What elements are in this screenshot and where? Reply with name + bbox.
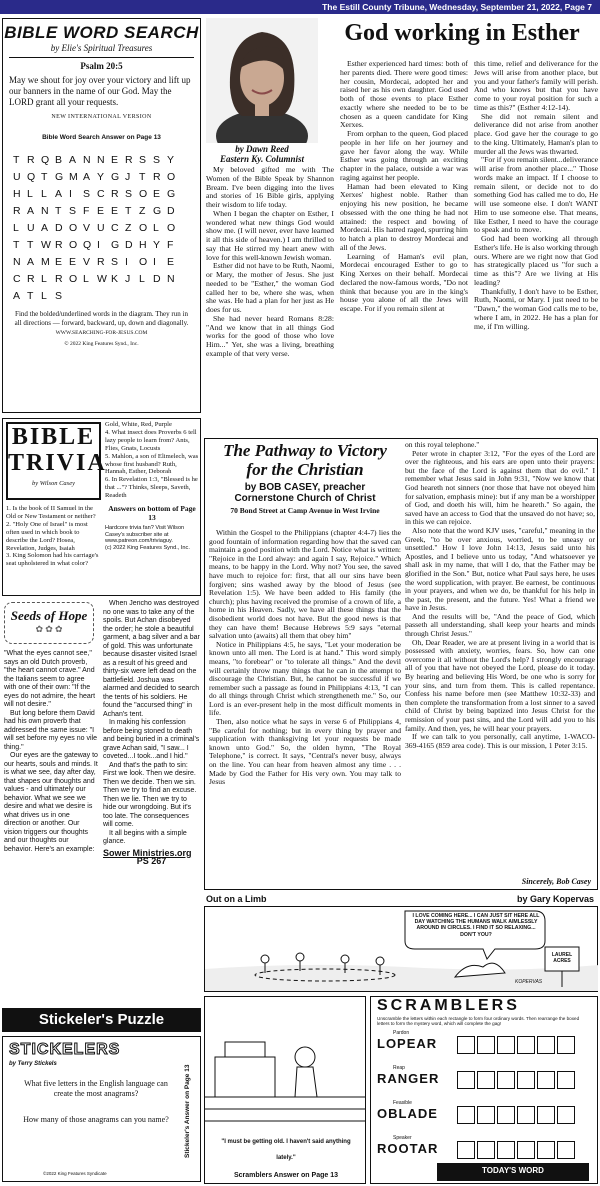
grid-letter: H (139, 239, 147, 251)
grid-letter: R (13, 205, 21, 217)
stickeler-byline: by Terry Stickels (9, 1061, 57, 1067)
stickeler-q1: What five letters in the English language can create the most anagrams? (24, 1079, 168, 1098)
grid-letter: I (125, 256, 128, 268)
seeds-ps: PS 267 (136, 856, 167, 866)
grid-letter: O (69, 273, 78, 285)
pathway-p6: Also note that the word KJV uses, "careful," meaning in the Greek, "to be over anxious, worried, to be uneasy or unsettled." How I love John 14:13, Jesus said unto his Apostles, and I believe unto us today, "And whatsoever ye shall ask in my name, that will I do, that the Father may be glorified in the Son." But, notice what Paul says here, he uses the word supplication, with prayer. Be earnest, be continuous in your prayers, and when we do, be thankful for his help in the past, the present, and the future. Yes! What a friend we have in Jesus. (405, 525, 595, 613)
page-header: The Estill County Tribune, Wednesday, September 21, 2022, Page 7 (0, 0, 600, 14)
grid-letter: R (97, 256, 105, 268)
pathway-p3: Then, also notice what he says in verse 6 of Philippians 4, "Be careful for nothing; but in every thing by prayer and supplication with thanksgiving let your requests be made known unto God." So, the olden hymn, "The Royal Telephone," is correct. It says, "Central's never busy, always on the line. You can hear from heaven almost any time . . . Made by God the Father for His very own. You may talk to Jesus (209, 717, 401, 787)
pathway-address: 70 Bond Street at Camp Avenue in West Irvine (230, 506, 380, 515)
grid-letter: A (27, 205, 35, 217)
word-search-copyright: © 2022 King Features Synd., Inc. (64, 341, 139, 347)
pathway-p2: Notice in Philippians 4:5, he says, "Let your moderation be known unto all men. The Lord is at hand." This word simply means, "to forebear" or "to tolerate all things." And the devil will certainly throw many things that he can in the attempt to discourage the Christian. But, he cannot be successful if we remember such a passage as found in Philippians 4:13, "I can do all things through Christ which strengtheneth me." So, our Lord is an ever-present help in the most difficult moments in life. (209, 639, 401, 718)
word-search-instructions: Find the bolded/underlined words in the diagram. They run in all directions — forward, backward, up, down and diagonally. (14, 310, 189, 327)
trivia-copyright: (c) 2022 King Features Synd., Inc. (105, 544, 190, 551)
pathway-author: by BOB CASEY, preacher (244, 482, 366, 493)
grid-letter: D (55, 222, 63, 234)
grid-letter: S (125, 188, 133, 200)
esther-p5: Esther experienced hard times: both of her parents died. There were good times: her cousin, Mordecai, adopted her and raised her as his own daughter. God used both of those events to place Esther exactly where she needed to be to be chosen as a queen candidate for King Xerxes. (340, 59, 468, 130)
grid-letter: M (41, 256, 50, 268)
scramblers-answer-note: Scramblers Answer on Page 13 (233, 1172, 338, 1179)
scrambler-clue: Pardon (393, 1029, 410, 1036)
grid-letter: G (167, 188, 176, 200)
grid-letter: E (55, 256, 63, 268)
esther-p6: From orphan to the queen, God placed people in her life on her journey and gave her favor along the way. While Esther was going through an exciting chapter in the palace, outside a war was raging against her people. (340, 129, 468, 182)
grid-letter: G (111, 239, 120, 251)
grid-letter: F (83, 205, 90, 217)
grid-letter: J (125, 171, 131, 183)
esther-col-3 (474, 60, 598, 434)
esther-p7: Haman had been elevated to King Xerxes' highest noble. Rather than enjoying his new position, he became obsessed with the one thing he had not attained: the respect and bowing of Mordecai. His hatred raged, spurring him to hatch a plan to destroy Mordecai and all of the Jews. (340, 181, 468, 252)
esther-p11: "For if you remain silent...deliverance will arise from another place..." Those words make an impact. If I choose to remain silent, or decide not to do something God has called me to do, He will use someone else. I don't WANT Him to use someone else. That means, like Esther, I need to have the courage to speak and to move. (474, 155, 598, 235)
grid-letter: O (167, 171, 176, 183)
pathway-title-2: for the Christian (246, 460, 364, 479)
scrambler-jumble: RANGER (377, 1070, 440, 1086)
grid-letter: Z (125, 222, 132, 234)
grid-letter: S (111, 256, 119, 268)
esther-col-2 (340, 60, 468, 434)
columnist-name: by Dawn Reed (235, 144, 289, 154)
grid-letter: D (167, 205, 175, 217)
scrambler-jumble: ROOTAR (377, 1140, 439, 1156)
grid-letter: G (55, 171, 64, 183)
scramblers-cartoon (204, 996, 366, 1184)
grid-letter: V (83, 222, 91, 234)
pathway-church: Cornerstone Church of Christ (234, 493, 376, 504)
grid-letter: G (111, 171, 120, 183)
grid-letter: R (27, 273, 35, 285)
scrambler-word (377, 1065, 597, 1100)
grid-letter: L (27, 188, 33, 200)
answer-boxes[interactable] (457, 1141, 575, 1159)
trivia-c1: Gold, White, Red, Purple (105, 421, 172, 428)
trivia-q2: 2. "Holy One of Israel" is most often used in which book to describe the Lord? Hosea, Revelation, Judges, Isaiah (6, 520, 88, 552)
seeds-site: Sower Ministries.org (103, 847, 192, 858)
grid-letter: R (55, 239, 63, 251)
scrambler-jumble: LOPEAR (377, 1035, 438, 1051)
seeds-right-p1: When Jericho was destroyed no one was to take any of the spoils. But Achan disobeyed the order; he stole a beautiful garment, a bag silver and a bar of gold. This was unfortunate because disaster visited Israel as a result of his greed and thirty-six were left dead on the battlefield. Joshua was alarmed and decided to search the tents of his soldiers. He found the "accursed thing" in Achan's tent. (103, 600, 200, 718)
stickeler-q2: How many of those anagrams can you name? (23, 1115, 169, 1124)
bible-trivia-panel (2, 418, 201, 596)
grid-letter: C (13, 273, 21, 285)
grid-letter: Z (139, 205, 146, 217)
grid-letter: N (83, 154, 91, 166)
scramblers-caption-1: "I must be getting old. I haven't said anything (221, 1139, 351, 1145)
comic-sign: LAUREL ACRES (551, 952, 573, 964)
pathway-p5: Peter wrote in chapter 3:12, "For the eyes of the Lord are over the righteous, and his ears are open unto their prayers: but the face of the Lord is against them that do evil." I remember what Jesus said in John 9:31, "Now we know that God heareth not sinners (nor those that have not obeyed him for salvation, emphasis mine): but if any man be a worshipper of God, and doeth his will, him he heareth." So again, the saved have an access to God that the unsaved do not have; so, in this we can rejoice. (405, 448, 595, 527)
grid-letter: E (153, 188, 161, 200)
columnist-photo (206, 18, 318, 143)
grid-letter: T (27, 239, 34, 251)
stickeler-logo: STICKELERS (9, 1041, 121, 1058)
grid-letter: T (13, 239, 20, 251)
trivia-q3: 3. King Solomon had his carriage's seat upholstered in what color? (6, 552, 99, 568)
seeds-logo (4, 602, 94, 644)
scramblers-puzzle (370, 996, 598, 1184)
word-search-byline: by Elie's Spiritual Treasures (50, 43, 153, 53)
scramblers-caption-2: lately." (276, 1155, 296, 1161)
seeds-left-p3: Our eyes are the gateway to our hearts, souls and minds. It is what we see, day after day, that shapes our thoughts and values - and ultimately our behavior. What we see we desire and what we desire is what drives us in one direction or another. Our vision triggers our thoughts and our thoughts our behavior. Here's an example: (4, 752, 98, 853)
pathway-p4: on this royal telephone." (405, 440, 480, 449)
comic-speech-bubble: I LOVE COMING HERE... I CAN JUST SIT HERE ALL DAY WATCHING THE HUMANS WALK AIMLESSLY AROUND IN CIRCLES. I FIND IT SO RELAXING... DON'T YOU? (412, 913, 540, 938)
stickeler-panel (2, 1036, 201, 1182)
grid-letter: Y (153, 239, 161, 251)
scrambler-word (377, 1100, 597, 1135)
word-search-panel (2, 18, 201, 413)
grid-letter: T (27, 290, 34, 302)
grid-letter: T (13, 154, 20, 166)
grid-letter: R (111, 188, 119, 200)
grid-letter: Q (41, 154, 50, 166)
grid-letter: O (167, 222, 176, 234)
grid-letter: L (139, 273, 145, 285)
grid-letter: C (97, 188, 105, 200)
grid-letter: R (27, 154, 35, 166)
comic-signature: KOPERVAS (515, 979, 543, 985)
grid-letter: N (97, 154, 105, 166)
seeds-right-p3: And that's the path to sin: First we look. Then we desire. Then we decide. Then we sin. Then we try to find an excuse. Then we lie. Then we try to hide our wrongdoing. But it's too late. The consequences will come. (103, 761, 197, 828)
grid-letter: N (13, 256, 21, 268)
comic-strip (204, 894, 598, 992)
grid-letter: L (41, 273, 47, 285)
todays-word-label: TODAY'S WORD (482, 1166, 544, 1175)
grid-letter: E (111, 205, 119, 217)
answer-boxes[interactable] (457, 1071, 575, 1089)
trivia-q4: 4. What insect does Proverbs 6 tell lazy people to learn from? Ants, Flies, Gnats, Locusts (105, 428, 197, 452)
grid-letter: E (97, 205, 105, 217)
grid-letter: N (41, 205, 49, 217)
stickeler-answer-note: Stickeler's Answer on Page 13 (184, 1064, 191, 1158)
trivia-promo: Hardcore trivia fan? Visit Wilson Casey's subscriber site at www.patreon.com/triviaguy. (105, 525, 185, 545)
scrambler-clue: Speaker (393, 1134, 412, 1141)
psalm-ref: Psalm 20:5 (80, 61, 123, 71)
grid-letter: Y (167, 154, 175, 166)
grid-letter: T (55, 205, 62, 217)
esther-p9: this time, relief and deliverance for the Jews will arise from another place, but you and your father's family will perish. And who knows but that you have come to your royal position for such a time as this?" (Esther 4:12-14). (474, 59, 598, 112)
comic-title: Out on a Limb (206, 894, 267, 904)
grid-letter: I (69, 188, 72, 200)
grid-letter: L (83, 273, 89, 285)
comic-byline: by Gary Kopervas (516, 894, 594, 904)
seeds-of-hope-panel (2, 600, 201, 1002)
word-search-title: BIBLE WORD SEARCH (4, 23, 199, 42)
trivia-q5: 5. Mahlon, a son of Elimelech, was whose first husband? Ruth, Hannah, Esther, Deborah (105, 452, 199, 476)
comic-panel (204, 906, 598, 992)
pathway-col-1 (209, 529, 401, 887)
esther-p10: She did not remain silent and deliverance did not arise from another place. God gave her the courage to go to the king. Ultimately, Haman's plan to murder all the Jews was thwarted. (474, 111, 598, 156)
answer-boxes[interactable] (457, 1106, 575, 1124)
esther-p4: She had never heard Romans 8:28: "And we know that in all things God works for the good of those who love Him..." Yet, she was a living, breathing example of that very verse. (206, 313, 334, 358)
pathway-p1: Within the Gospel to the Philippians (chapter 4:4-7) lies the good fountain of information regarding how that the saved can maintain a good position with the Lord. Notice what is written: "Rejoice in the Lord alway: and again I say, Rejoice." Which means, to be happy in the Lord. Why not? You see, the saved have much to rejoice for: first, that all our sins have been forgiven; sins washed away by the blood of Jesus (see Revelation 1:5). We have been added to His family (the church); plus having received the promise of a crown of life, a home in his Heaven. Sadly, we have all these things that the disobedient world does not have. But the good news is that they can have them! Because Hebrews 5:9 says "eternal salvation unto (awaits) all them that obey him" (209, 528, 401, 641)
grid-letter: I (153, 256, 156, 268)
grid-letter: S (83, 188, 91, 200)
grid-letter: O (69, 239, 78, 251)
grid-letter: O (139, 222, 148, 234)
esther-p12: God had been working all through Esther's life. He is also working through ours. Where are we right now that God has strategically placed us "for such a time as this"? Are we living at His leading? (474, 234, 598, 287)
word-search-grid (13, 154, 200, 302)
grid-letter: L (153, 222, 159, 234)
grid-letter: A (41, 222, 49, 234)
grid-letter: L (13, 222, 19, 234)
grid-letter: Y (97, 171, 105, 183)
grid-letter: W (41, 239, 51, 251)
grid-letter: D (153, 273, 161, 285)
grid-letter: M (69, 171, 78, 183)
esther-p13: Thankfully, I don't have to be Esther, Ruth, Naomi, or Mary. I just need to be "Dawn," the woman God calls me to be, where I am, in 2022. He has a plan for me, if I'm willing. (474, 286, 598, 331)
answer-boxes[interactable] (457, 1036, 575, 1054)
seeds-left-p2: But long before them David had his own proverb that addressed the same issue: "I will set before my eyes no vile thing." (4, 709, 97, 751)
grid-letter: U (13, 171, 21, 183)
grid-letter: R (153, 171, 161, 183)
grid-letter: A (55, 188, 63, 200)
grid-letter: L (41, 290, 47, 302)
grid-letter: Q (27, 171, 36, 183)
esther-article (206, 18, 598, 434)
grid-letter: U (27, 222, 35, 234)
scrambler-word (377, 1030, 597, 1065)
grid-letter: T (41, 171, 48, 183)
pathway-title-1: The Pathway to Victory (223, 441, 387, 460)
pathway-p9: If we can talk to you personally, call anytime, 1-WACO-369-4165 (859 area code). This is our mission, 1 Peter 3:15. (405, 732, 595, 750)
grid-letter: A (83, 171, 91, 183)
trivia-q6: 6. In Revelation 1:3, "Blessed is he that ..."? Thinks, Sleeps, Saveth, Readeth (105, 476, 198, 500)
word-search-site: WWW.SEARCHING-FOR-JESUS.COM (55, 330, 148, 336)
grid-letter: S (69, 205, 77, 217)
grid-letter: O (139, 188, 148, 200)
grid-letter: E (111, 154, 119, 166)
pathway-col-2 (405, 441, 595, 871)
grid-letter: S (153, 154, 161, 166)
scrambler-jumble: OBLADE (377, 1105, 438, 1121)
scramblers-word-list (371, 1028, 597, 1170)
grid-letter: T (125, 205, 132, 217)
grid-letter: W (97, 273, 107, 285)
grid-letter: R (55, 273, 63, 285)
grid-letter: D (125, 239, 133, 251)
pathway-p8: Oh, Dear Reader, we are at present living in a world that is possessed with anxiety, worries, fears. So, how can one overcome it all without the Lord's help? I strongly encourage all of you that have not obeyed the Lord, please do it today. By hearing and believing His Word, be one who is sorry for your sins, and turn from them. This is called repentance. Confess his name before men (see Matthew 10:32-33) and then complete the transformation from a lost sinner to a saved child of Christ by being baptized into Jesus Christ for the remission of your past sins, and the Lord will add you to his family. And then, yes, he will hear your prayers. (405, 637, 595, 733)
grid-letter: G (153, 205, 162, 217)
grid-letter: Q (83, 239, 92, 251)
trivia-title-2: TRIVIA (8, 450, 107, 476)
esther-p3: Esther did not have to be Ruth, Naomi, or Mary, the mother of Jesus. She just needed to be "Esther," the woman God called her to be, where she was, when she was. He had a plan for her just as He does for us. (206, 261, 334, 314)
pathway-p7: And the results will be, "And the peace of God, which passeth all understanding, shall keep your hearts and minds through Christ Jesus." (405, 611, 595, 639)
grid-letter: F (167, 239, 174, 251)
grid-letter: S (55, 290, 63, 302)
esther-p1: My beloved gifted me with The Women of the Bible Speak by Shannon Bream. I've been digging into the lives and stories of 16 Bible girls, applying their wisdom to life today. (206, 165, 334, 209)
grid-letter: N (167, 273, 175, 285)
stickeler-banner: Stickeler's Puzzle (2, 1008, 201, 1032)
pathway-signoff: Sincerely, Bob Casey (521, 877, 591, 886)
grid-letter: E (167, 256, 175, 268)
grid-letter: T (139, 171, 146, 183)
scrambler-clue: Feasible (393, 1099, 412, 1106)
grid-letter: A (27, 256, 35, 268)
grid-letter: K (111, 273, 119, 285)
grid-letter: B (55, 154, 63, 166)
columnist-title: Eastern Ky. Columnist (220, 154, 304, 164)
esther-headline: God working in Esther (344, 20, 580, 46)
scramblers-title: SCRAMBLERS (377, 997, 520, 1014)
grid-letter: E (69, 256, 77, 268)
stickeler-copyright: ©2022 King Features Syndicate (43, 1171, 107, 1176)
trivia-byline: by Wilson Casey (32, 480, 75, 487)
seed-icon: ✿ ✿ ✿ (35, 624, 63, 634)
trivia-answers-note: Answers on bottom of Page 13 (108, 504, 196, 523)
seeds-left-p1: "What the eyes cannot see," says an old Dutch proverb, "the heart cannot crave." And the Italians seem to agree with one of their own: "If the eyes do not admire, the heart will not desire." (4, 650, 96, 708)
bible-version: NEW INTERNATIONAL VERSION (51, 114, 152, 120)
psalm-verse: May we shout for joy over your victory and lift up our banners in the name of our God. May the LORD grant all your requests. (9, 75, 191, 107)
trivia-title-1: BIBLE (11, 424, 96, 450)
scrambler-clue: Reap (393, 1064, 405, 1071)
seeds-title: Seeds of Hope (10, 608, 88, 623)
grid-letter: I (97, 239, 100, 251)
pathway-article (204, 438, 598, 890)
grid-letter: O (139, 256, 148, 268)
scramblers-drawing (205, 997, 365, 1137)
grid-letter: A (69, 154, 77, 166)
grid-letter: L (41, 188, 47, 200)
grid-letter: V (83, 256, 91, 268)
grid-letter: J (125, 273, 131, 285)
word-search-answer-note: Bible Word Search Answer on Page 13 (42, 134, 161, 141)
grid-letter: C (111, 222, 119, 234)
todays-word-bar (437, 1163, 589, 1181)
grid-letter: R (125, 154, 133, 166)
grid-letter: H (13, 188, 21, 200)
grid-letter: A (13, 290, 21, 302)
esther-p8: Learning of Haman's evil plan, Mordecai encouraged Esther to go to King Xerxes on their behalf. Mordecai declared the now-famous words, "Do not think that because you are in the king's house you alone of all the Jews will escape. For if you remain silent at (340, 251, 468, 313)
scramblers-panel (204, 996, 598, 1184)
scramblers-instructions: Unscramble the letters within each rectangle to form four ordinary words. Then rearrange the boxed letters to form the mystery word, which will complete the gag! (377, 1016, 580, 1027)
grid-letter: S (139, 154, 147, 166)
esther-col-1 (206, 166, 334, 434)
seeds-right-p2: In making his confession before being stoned to death and being buried in a criminal's grave Achan said, "I saw... I coveted...I took...and I hid." (103, 719, 200, 760)
esther-p2: When I began the chapter on Esther, I wondered what new things God would show me. (I will never, ever have learned it all this side of heaven.) I am thrilled to say that He stirred my heart anew with love for this well-known Jewish woman. (206, 208, 334, 262)
trivia-q1: 1. Is the book of II Samuel in the Old or New Testament or neither? (6, 505, 96, 520)
grid-letter: U (97, 222, 105, 234)
grid-letter: O (69, 222, 78, 234)
seeds-right-p4: It all begins with a simple glance. (103, 829, 187, 845)
